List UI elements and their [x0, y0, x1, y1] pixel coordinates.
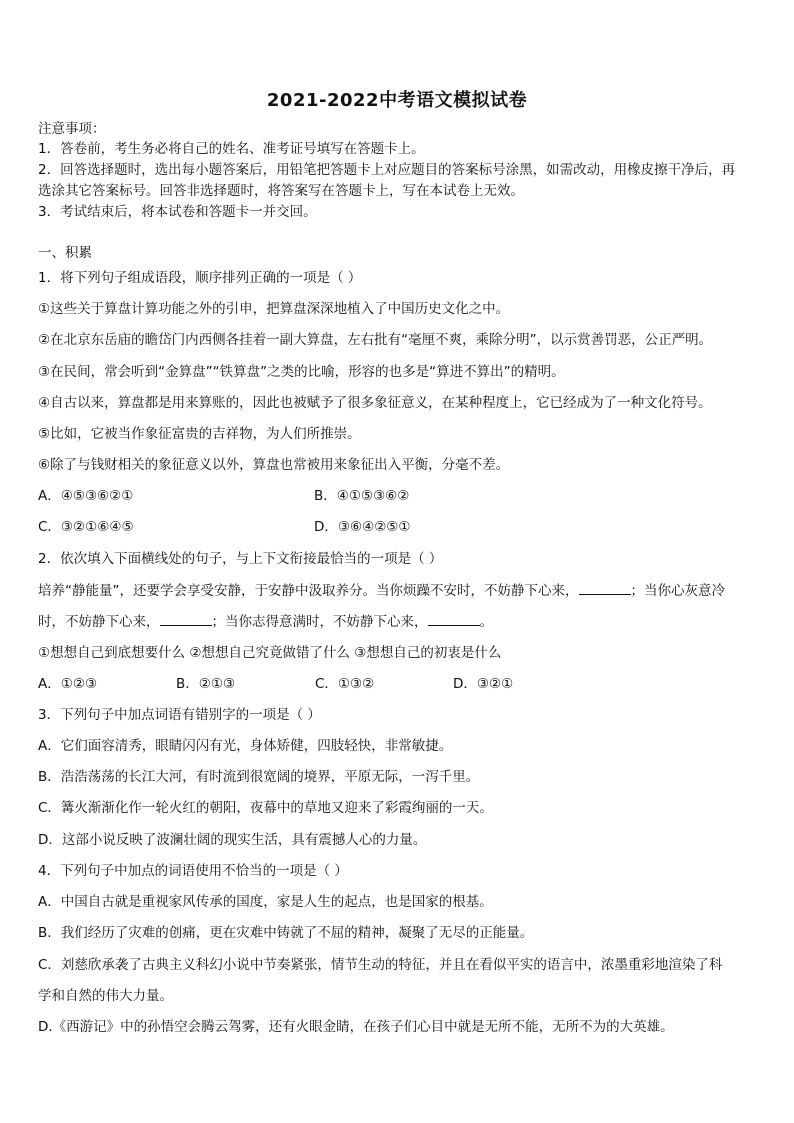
notice-item-3: 3．考试结束后，将本试卷和答题卡一并交回。	[38, 204, 317, 220]
q2-passage-line-2	[38, 611, 756, 632]
q2-passage-text: 时，不妨静下心来，	[38, 614, 160, 630]
answer-blank	[428, 611, 480, 626]
answer-blank	[160, 611, 212, 626]
q3-stem: 3．下列句子中加点词语有错别字的一项是（ ）	[38, 707, 321, 723]
q4-option-a: A．中国自古就是重视家风传承的国度，家是人生的起点，也是国家的根基。	[38, 894, 493, 910]
q2-stem: 2．依次填入下面横线处的句子，与上下文衔接最恰当的一项是（ ）	[38, 551, 443, 567]
q1-option-d: D．③⑥④②⑤①	[314, 519, 411, 535]
q2-passage-text: ；当你心灰意冷	[630, 583, 725, 599]
q2-passage-text: 培养“静能量”，还要学会享受安静，于安静中汲取养分。当你烦躁不安时，不妨静下心来，	[38, 583, 579, 599]
q1-sentence-3: ③在民间，常会听到“金算盘”“铁算盘”之类的比喻，形容的也多是“算进不算出”的精明。	[38, 364, 565, 380]
notice-heading: 注意事项：	[38, 121, 106, 137]
q1-option-c: C．③②①⑥④⑤	[38, 519, 134, 535]
q2-passage-text: ；当你志得意满时，不妨静下心来，	[211, 614, 428, 630]
q1-option-a: A．④⑤③⑥②①	[38, 488, 134, 504]
notice-item-2: 2．回答选择题时，选出每小题答案后，用铅笔把答题卡上对应题目的答案标号涂黑，如需改动，用橡皮擦干净后，再	[38, 162, 736, 178]
q1-sentence-6: ⑥除了与钱财相关的象征意义以外，算盘也常被用来象征出入平衡，分毫不差。	[38, 457, 510, 473]
q1-sentence-2: ②在北京东岳庙的瞻岱门内西侧各挂着一副大算盘，左右批有“毫厘不爽，乘除分明”，以示赏善罚恶，公正严明。	[38, 332, 713, 348]
q4-option-c: C．刘慈欣承袭了古典主义科幻小说中节奏紧张，情节生动的特征，并且在看似平实的语言中，浓墨重彩地渲染了科	[38, 957, 723, 973]
q1-sentence-4: ④自古以来，算盘都是用来算账的，因此也被赋予了很多象征意义，在某种程度上，它已经成为了一种文化符号。	[38, 395, 712, 411]
q2-passage-line-1	[38, 580, 756, 601]
q4-stem: 4．下列句子中加点的词语使用不恰当的一项是（ ）	[38, 863, 348, 879]
q4-option-b: B．我们经历了灾难的创痛，更在灾难中铸就了不屈的精神，凝聚了无尽的正能量。	[38, 925, 534, 941]
q1-sentence-1: ①这些关于算盘计算功能之外的引申，把算盘深深地植入了中国历史文化之中。	[38, 301, 510, 317]
q2-option-d: D．③②①	[453, 676, 514, 692]
notice-item-1: 1．答卷前，考生务必将自己的姓名、准考证号填写在答题卡上。	[38, 141, 425, 157]
q2-option-c: C．①③②	[315, 676, 375, 692]
q2-choices: ①想想自己到底想要什么 ②想想自己究竟做错了什么 ③想想自己的初衷是什么	[38, 645, 502, 661]
q4-option-d: D.《西游记》中的孙悟空会腾云驾雾，还有火眼金睛，在孩子们心目中就是无所不能，无所不为的大英雄。	[38, 1019, 674, 1035]
answer-blank	[579, 580, 631, 595]
q3-option-a: A．它们面容清秀，眼睛闪闪有光，身体矫健，四肢轻快，非常敏捷。	[38, 738, 453, 754]
q1-option-b: B．④①⑤③⑥②	[314, 488, 410, 504]
q2-option-a: A．①②③	[38, 676, 98, 692]
q3-option-b: B．浩浩荡荡的长江大河，有时流到很宽阔的境界，平原无际，一泻千里。	[38, 769, 480, 785]
page-title: 2021-2022中考语文模拟试卷	[266, 90, 528, 111]
q4-option-c-cont: 学和自然的伟大力量。	[38, 988, 173, 1004]
q3-option-c: C．篝火渐渐化作一轮火红的朝阳，夜幕中的草地又迎来了彩霞绚丽的一天。	[38, 800, 493, 816]
q1-sentence-5: ⑤比如，它被当作象征富贵的吉祥物，为人们所推崇。	[38, 426, 361, 442]
q2-option-b: B．②①③	[176, 676, 236, 692]
notice-item-2-cont: 选涂其它答案标号。回答非选择题时，将答案写在答题卡上，写在本试卷上无效。	[38, 183, 524, 199]
section-heading: 一、积累	[38, 245, 92, 261]
q2-passage-text: 。	[479, 614, 493, 630]
q1-stem: 1．将下列句子组成语段，顺序排列正确的一项是（ ）	[38, 270, 362, 286]
q3-option-d: D．这部小说反映了波澜壮阔的现实生活，具有震撼人心的力量。	[38, 832, 427, 848]
